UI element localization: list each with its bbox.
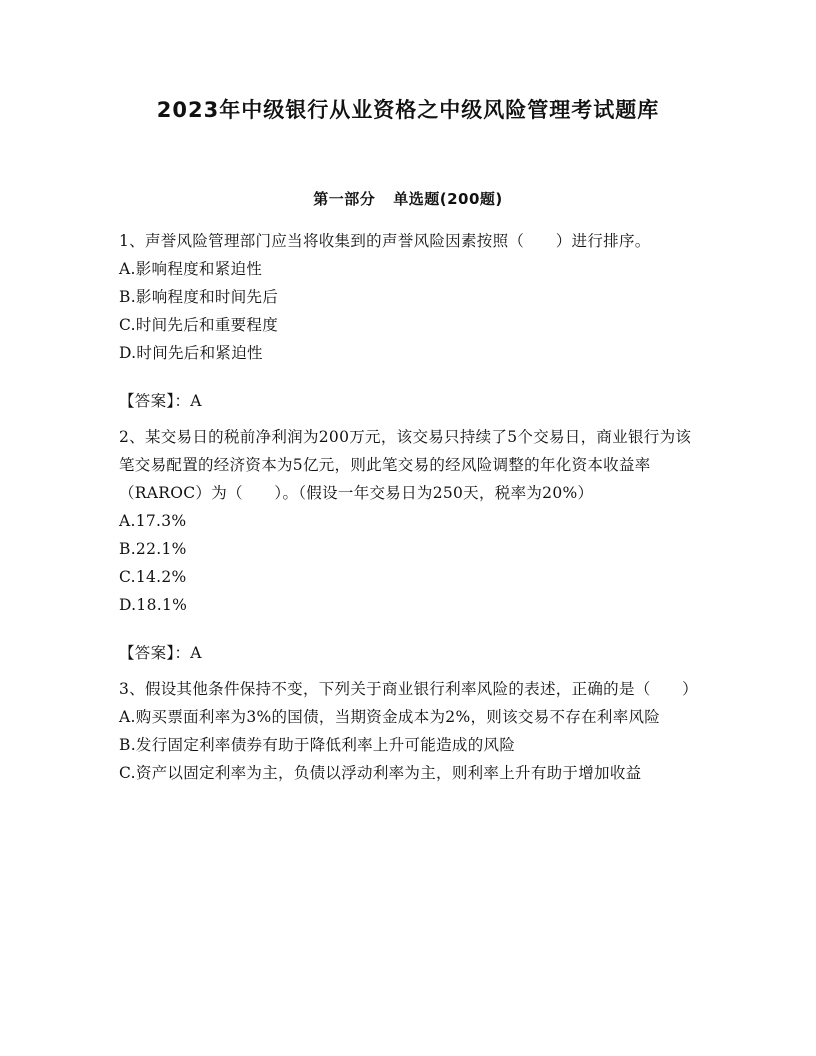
option-a: A.17.3% xyxy=(119,512,187,530)
answer-line xyxy=(119,639,699,667)
answer-value: A xyxy=(190,644,202,662)
question-1 xyxy=(119,227,699,415)
section-part: 第一部分 xyxy=(313,190,376,208)
option-d: D.18.1% xyxy=(119,596,188,614)
section-heading xyxy=(0,188,816,209)
question-stem: 3、假设其他条件保持不变，下列关于商业银行利率风险的表述，正确的是（ ） xyxy=(119,680,698,698)
answer-line xyxy=(119,387,699,415)
question-2 xyxy=(119,423,699,667)
option-c: C.14.2% xyxy=(119,568,187,586)
option-c: C.时间先后和重要程度 xyxy=(119,316,279,334)
question-3 xyxy=(119,675,699,787)
option-b: B.影响程度和时间先后 xyxy=(119,288,279,306)
answer-label: 【答案】： xyxy=(119,392,191,410)
option-a: A.购买票面利率为3%的国债，当期资金成本为2%，则该交易不存在利率风险 xyxy=(119,708,661,726)
answer-value: A xyxy=(190,392,202,410)
option-b: B.发行固定利率债券有助于降低利率上升可能造成的风险 xyxy=(119,736,516,754)
answer-label: 【答案】： xyxy=(119,644,191,662)
option-b: B.22.1% xyxy=(119,540,187,558)
option-c: C.资产以固定利率为主，负债以浮动利率为主，则利率上升有助于增加收益 xyxy=(119,764,642,782)
question-list xyxy=(119,227,699,787)
document-title: 2023年中级银行从业资格之中级风险管理考试题库 xyxy=(156,98,660,122)
section-name: 单选题(200题) xyxy=(393,190,503,208)
question-stem: 2、某交易日的税前净利润为200万元，该交易只持续了5个交易日，商业银行为该笔交易配置的经济资本为5亿元，则此笔交易的经风险调整的年化资本收益率（RAROC）为（ ）。（假设一年交易日为250天，税率为20%） xyxy=(119,428,692,502)
question-stem: 1、声誉风险管理部门应当将收集到的声誉风险因素按照（ ）进行排序。 xyxy=(119,232,651,250)
option-a: A.影响程度和紧迫性 xyxy=(119,260,263,278)
option-d: D.时间先后和紧迫性 xyxy=(119,344,263,362)
